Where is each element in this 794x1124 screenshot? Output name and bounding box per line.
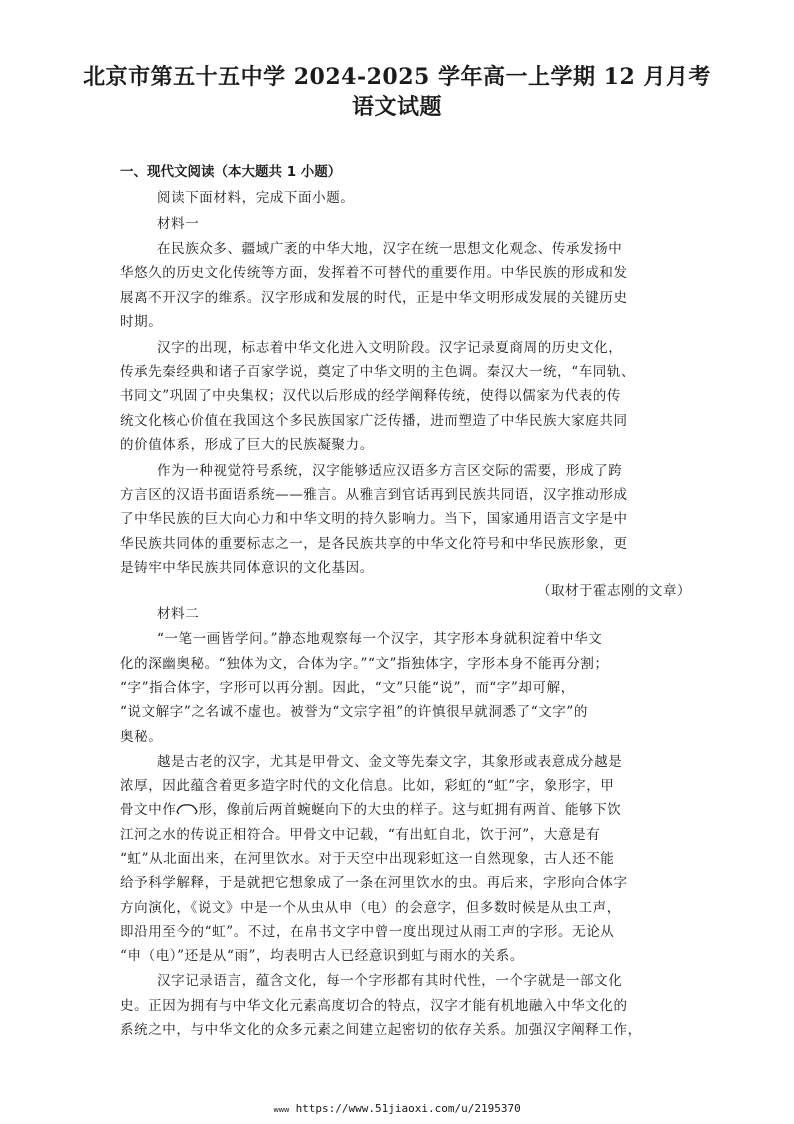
document-title xyxy=(60,62,734,122)
paragraph-line: 史。正因为拥有与中华文化元素高度切合的特点，汉字才能有机地融入中华文化的 xyxy=(120,998,628,1014)
paragraph-line: 即沿用至今的“虹”。不过，在帛书文字中曾一度出现过从雨工声的字形。无论从 xyxy=(120,924,615,940)
paragraph-line: 华民族共同体的重要标志之一，是各民族共享的中华文化符号和中华民族形象，更 xyxy=(120,536,628,552)
section-heading: 一、现代文阅读（本大题共 1 小题） xyxy=(120,164,342,180)
paragraph-line: 汉字的出现，标志着中华文化进入文明阶段。汉字记录夏商周的历史文化， xyxy=(157,340,623,356)
material-1-heading: 材料一 xyxy=(157,216,200,232)
material-2-heading: 材料二 xyxy=(157,606,200,622)
paragraph-line: 方向演化，《说文》中是一个从虫从申（电）的会意字，但多数时候是从虫工声， xyxy=(120,900,621,916)
line-text-start: 骨文中作 xyxy=(120,802,177,818)
paragraph-line: “虹”从北面出来，在河里饮水。对于天空中出现彩虹这一自然现象，古人还不能 xyxy=(120,851,615,867)
paragraph-line: 时期。 xyxy=(120,314,163,330)
title-line-2: 语文试题 xyxy=(351,94,442,120)
paragraph-line: 浓厚，因此蕴含着更多造字时代的文化信息。比如，彩虹的“虹”字，象形字，甲 xyxy=(120,778,615,794)
paragraph-line: 系统之中，与中华文化的众多元素之间建立起密切的依存关系。加强汉字阐释工作， xyxy=(120,1022,642,1038)
source-citation: （取材于霍志刚的文章） xyxy=(537,583,691,599)
paragraph-line: 化的深幽奥秘。“独体为文，合体为字。”“文”指独体字，字形本身不能再分割； xyxy=(120,656,609,672)
paragraph-line: 江河之水的传说正相符合。甲骨文中记载，“有出虹自北，饮于河”，大意是有 xyxy=(120,827,601,843)
paragraph-line: “字”指合体字，字形可以再分割。因此，“文”只能“说”，而“字”却可解， xyxy=(120,680,575,696)
paragraph-line: “一笔一画皆学问。”静态地观察每一个汉字，其字形本身就积淀着中华文 xyxy=(157,631,603,647)
paragraph-line: 华悠久的历史文化传统等方面，发挥着不可替代的重要作用。中华民族的形成和发 xyxy=(120,265,628,281)
paragraph-line: 汉字记录语言，蕴含文化，每一个字形都有其时代性，一个字就是一部文化 xyxy=(157,973,623,989)
paragraph-line: 了中华民族的巨大向心力和中华文明的持久影响力。当下，国家通用语言文字是中 xyxy=(120,511,628,527)
paragraph-line: 传承先秦经典和诸子百家学说，奠定了中华文明的主色调。秦汉大一统，“车同轨、 xyxy=(120,364,636,380)
paragraph-line: 方言区的汉语书面语系统——雅言。从雅言到官话再到民族共同语，汉字推动形成 xyxy=(120,487,628,503)
paragraph-line: 书同文”巩固了中央集权；汉代以后形成的经学阐释传统，使得以儒家为代表的传 xyxy=(120,388,622,404)
paragraph-line: “说文解字”之名诚不虚也。被誉为“文宗字祖”的许慎很早就洞悉了“文字”的 xyxy=(120,704,589,720)
paragraph-line: 是铸牢中华民族共同体意识的文化基因。 xyxy=(120,560,374,576)
paragraph-line: “申（电）”还是从“雨”，均表明古人已经意识到虹与雨水的关系。 xyxy=(120,948,524,964)
page-footer xyxy=(0,1102,794,1115)
paragraph-line: 作为一种视觉符号系统，汉字能够适应汉语多方言区交际的需要，形成了跨 xyxy=(157,463,623,479)
title-line-1: 北京市第五十五中学 2024-2025 学年高一上学期 12 月月考 xyxy=(83,64,711,90)
paragraph-line: 统文化核心价值在我国这个多民族国家广泛传播，进而塑造了中华民族大家庭共同 xyxy=(120,413,628,429)
paragraph-line: 的价值体系，形成了巨大的民族凝聚力。 xyxy=(120,437,374,453)
paragraph-line: 奥秘。 xyxy=(120,729,163,745)
paragraph-line: 越是古老的汉字，尤其是甲骨文、金文等先秦文字，其象形或表意成分越是 xyxy=(157,754,623,770)
paragraph-line xyxy=(120,800,621,820)
paragraph-line: 给予科学解释，于是就把它想象成了一条在河里饮水的虫。再后来，字形向合体字 xyxy=(120,875,628,891)
line-text-end: 形，像前后两首蜿蜒向下的大虫的样子。这与虹拥有两首、能够下饮 xyxy=(198,802,622,818)
instruction-line: 阅读下面材料，完成下面小题。 xyxy=(157,190,355,206)
footer-url[interactable]: https://www.51jiaoxi.com/u/2195370 xyxy=(295,1102,521,1115)
paragraph-line: 在民族众多、疆域广袤的中华大地，汉字在统一思想文化观念、传承发扬中 xyxy=(157,241,623,257)
paragraph-line: 展离不开汉字的维系。汉字形成和发展的时代，正是中华文明形成发展的关键历史 xyxy=(120,290,628,306)
oracle-bone-hong-glyph xyxy=(176,802,198,816)
watermark-mark: www xyxy=(273,1106,289,1114)
